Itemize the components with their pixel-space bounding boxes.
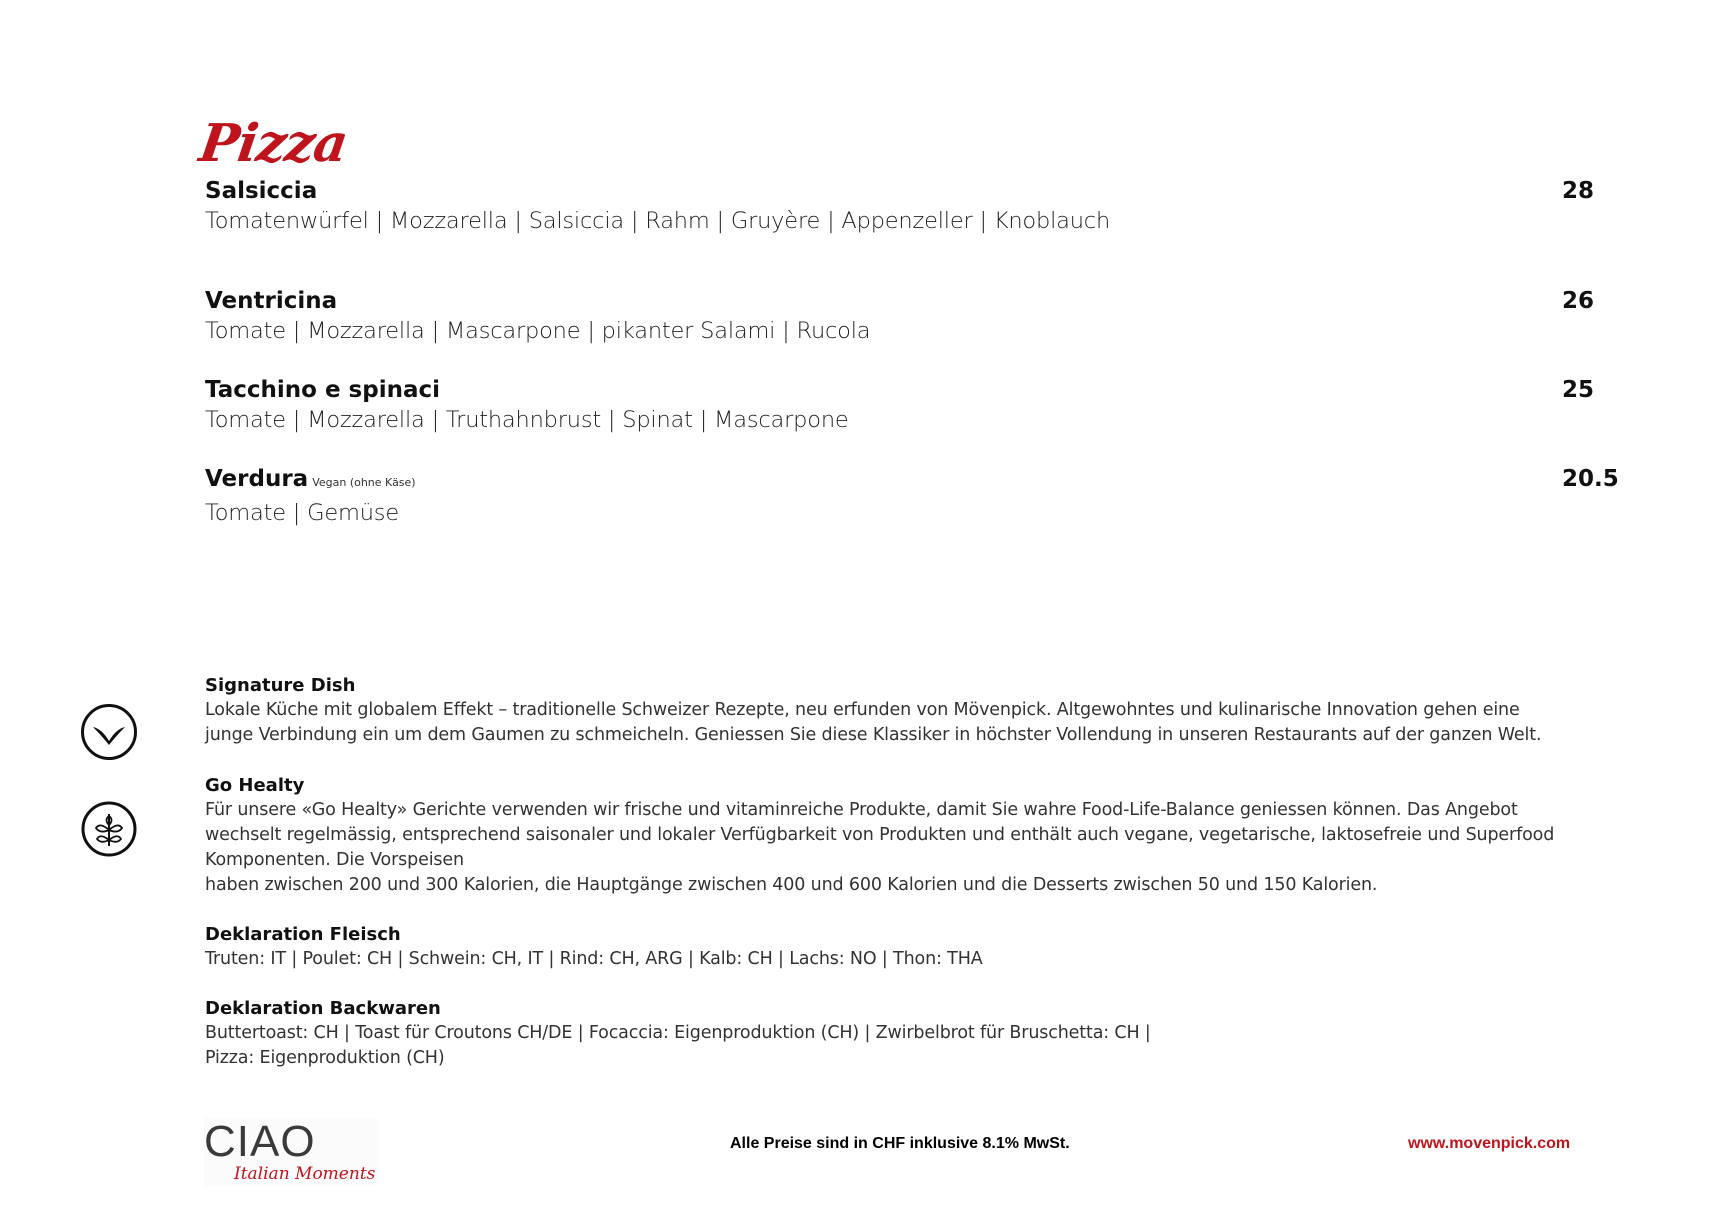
info-line: Truten: IT | Poulet: CH | Schwein: CH, IT | Rind: CH, ARG | Kalb: CH | Lachs: NO | Thon: THA xyxy=(205,949,983,969)
info-line: junge Verbindung ein um dem Gaumen zu schmeicheln. Geniessen Sie diese Klassiker in höchster Vollendung in unseren Restaurants auf der ganzen Welt. xyxy=(205,725,1542,745)
go-healthy-info xyxy=(205,773,1625,898)
item-description: Tomate | Gemüse xyxy=(205,500,399,526)
item-description: Tomate | Mozzarella | Truthahnbrust | Spinat | Mascarpone xyxy=(205,407,849,433)
bakery-declaration-info xyxy=(205,996,1625,1071)
item-name-text: Verdura xyxy=(205,466,309,492)
info-text xyxy=(205,798,1625,898)
logo-word: CIAO xyxy=(204,1117,316,1166)
item-name xyxy=(205,375,1615,405)
meat-declaration-info xyxy=(205,922,1625,972)
info-line: haben zwischen 200 und 300 Kalorien, die Hauptgänge zwischen 400 und 600 Kalorien und die Desserts zwischen 50 und 150 Kalorien. xyxy=(205,875,1378,895)
menu-item-verdura xyxy=(205,464,1619,528)
info-text xyxy=(205,947,1625,972)
info-title: Deklaration Fleisch xyxy=(205,924,401,945)
info-text xyxy=(205,1021,1625,1071)
section-title: Pizza xyxy=(195,113,351,174)
info-text xyxy=(205,698,1625,748)
signature-dish-icon xyxy=(80,703,138,761)
item-name-text: Ventricina xyxy=(205,288,338,314)
menu-item-salsiccia xyxy=(205,176,1615,236)
info-line: wechselt regelmässig, entsprechend saisonaler und lokaler Verfügbarkeit von Produkten und enthält auch vegane, vegetarische, laktosefreie und Superfood xyxy=(205,825,1555,845)
item-price: 26 xyxy=(1562,288,1595,314)
item-name xyxy=(205,464,1615,498)
item-name-text: Tacchino e spinaci xyxy=(205,377,441,403)
info-line: Pizza: Eigenproduktion (CH) xyxy=(205,1048,445,1068)
signature-dish-info xyxy=(205,673,1625,748)
website-link[interactable]: www.movenpick.com xyxy=(1408,1135,1571,1152)
item-name-text: Salsiccia xyxy=(205,178,318,204)
item-note: Vegan (ohne Käse) xyxy=(312,476,416,489)
info-line: Lokale Küche mit globalem Effekt – traditionelle Schweizer Rezepte, neu erfunden von Mövenpick. Altgewohntes und kulinarische Innovation gehen eine xyxy=(205,700,1520,720)
info-line: Für unsere «Go Healty» Gerichte verwenden wir frische und vitaminreiche Produkte, damit Sie wahre Food-Life-Balance geniessen können. Das Angebot xyxy=(205,800,1518,820)
item-description: Tomate | Mozzarella | Mascarpone | pikanter Salami | Rucola xyxy=(205,318,871,344)
info-line: Buttertoast: CH | Toast für Croutons CH/DE | Focaccia: Eigenproduktion (CH) | Zwirbelbrot für Bruschetta: CH | xyxy=(205,1023,1151,1043)
info-line: Komponenten. Die Vorspeisen xyxy=(205,850,464,870)
info-title: Deklaration Backwaren xyxy=(205,998,441,1019)
item-price: 25 xyxy=(1562,377,1595,403)
item-name xyxy=(205,176,1615,206)
item-name xyxy=(205,286,1615,316)
menu-item-tacchino-e-spinaci xyxy=(205,375,1615,435)
menu-item-ventricina xyxy=(205,286,1615,346)
logo-script: Italian Moments xyxy=(234,1164,376,1184)
ciao-logo xyxy=(204,1118,378,1186)
item-price: 28 xyxy=(1562,178,1595,204)
item-price: 20.5 xyxy=(1562,466,1619,492)
price-note: Alle Preise sind in CHF inklusive 8.1% MwSt. xyxy=(730,1135,1070,1152)
info-title: Go Healty xyxy=(205,775,305,796)
go-healthy-leaf-icon xyxy=(80,800,138,858)
info-title: Signature Dish xyxy=(205,675,356,696)
item-description: Tomatenwürfel | Mozzarella | Salsiccia | Rahm | Gruyère | Appenzeller | Knoblauch xyxy=(205,208,1111,234)
